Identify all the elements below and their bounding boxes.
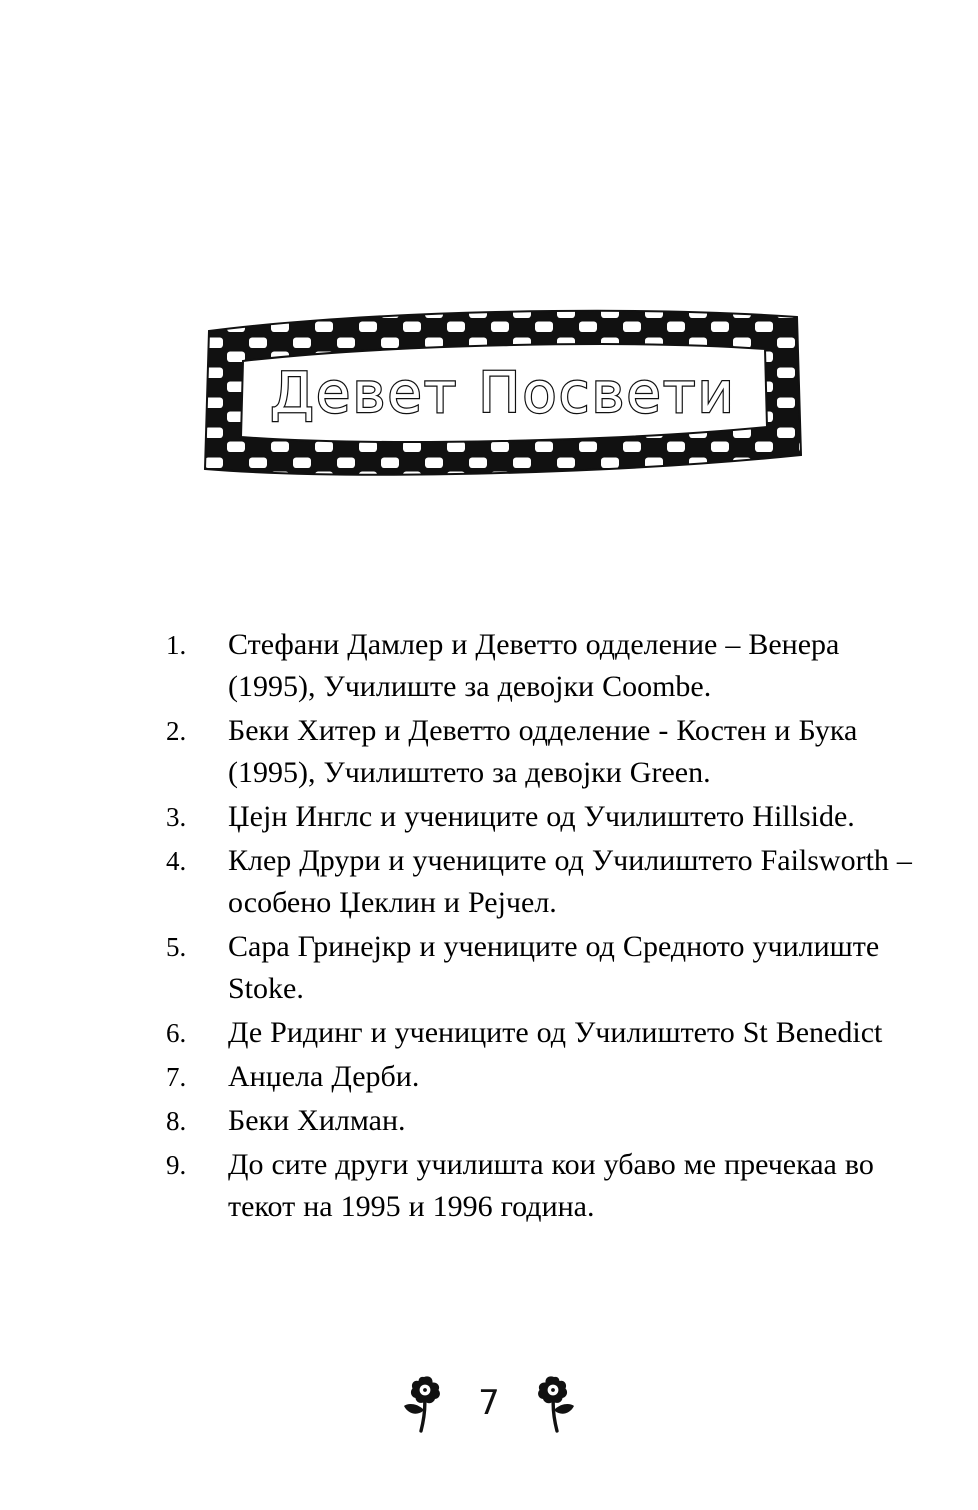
flower-icon bbox=[402, 1373, 444, 1433]
list-item bbox=[166, 624, 926, 708]
banner-title: Девет Посвети bbox=[270, 361, 736, 426]
list-item-number: 6. bbox=[166, 1018, 187, 1048]
list-item-number: 7. bbox=[166, 1062, 187, 1092]
list-item-number: 3. bbox=[166, 802, 187, 832]
list-item-number: 4. bbox=[166, 846, 187, 876]
list-item-text: До сите други училишта кои убаво ме пречекаа во текот на 1995 и 1996 година. bbox=[228, 1148, 874, 1223]
dedication-list bbox=[126, 624, 926, 1230]
list-item-text: Стефани Дамлер и Деветто одделение – Венера (1995), Училиште за девојки Coombe. bbox=[228, 628, 840, 703]
list-item bbox=[166, 710, 926, 794]
list-item bbox=[166, 1056, 926, 1098]
list-item-text: Беки Хитер и Деветто одделение - Костен и Бука (1995), Училиштето за девојки Green. bbox=[228, 714, 858, 789]
list-item-number: 1. bbox=[166, 630, 187, 660]
list-item-text: Сара Гринејкр и учениците од Средното училиште Stoke. bbox=[228, 930, 880, 1005]
list-item-number: 9. bbox=[166, 1150, 187, 1180]
checkered-border-icon bbox=[203, 305, 803, 485]
list-item-number: 8. bbox=[166, 1106, 187, 1136]
list-item-number: 2. bbox=[166, 716, 187, 746]
page-footer bbox=[0, 1373, 978, 1433]
list-item-text: Анџела Дерби. bbox=[228, 1060, 420, 1093]
list-item-text: Де Ридинг и учениците од Училиштето St Benedict bbox=[228, 1016, 883, 1049]
list-item bbox=[166, 796, 926, 838]
page-number: 7 bbox=[478, 1383, 500, 1423]
list-item-number: 5. bbox=[166, 932, 187, 962]
list-item bbox=[166, 1012, 926, 1054]
list-item bbox=[166, 926, 926, 1010]
flower-icon bbox=[534, 1373, 576, 1433]
list-item bbox=[166, 1144, 926, 1228]
title-banner bbox=[203, 305, 803, 485]
list-item-text: Џејн Инглс и учениците од Училиштето Hillside. bbox=[228, 800, 855, 833]
list-item-text: Клер Друри и учениците од Училиштето Failsworth – особено Џеклин и Рејчел. bbox=[228, 844, 912, 919]
list-item bbox=[166, 840, 926, 924]
list-item bbox=[166, 1100, 926, 1142]
list-item-text: Беки Хилман. bbox=[228, 1104, 406, 1137]
